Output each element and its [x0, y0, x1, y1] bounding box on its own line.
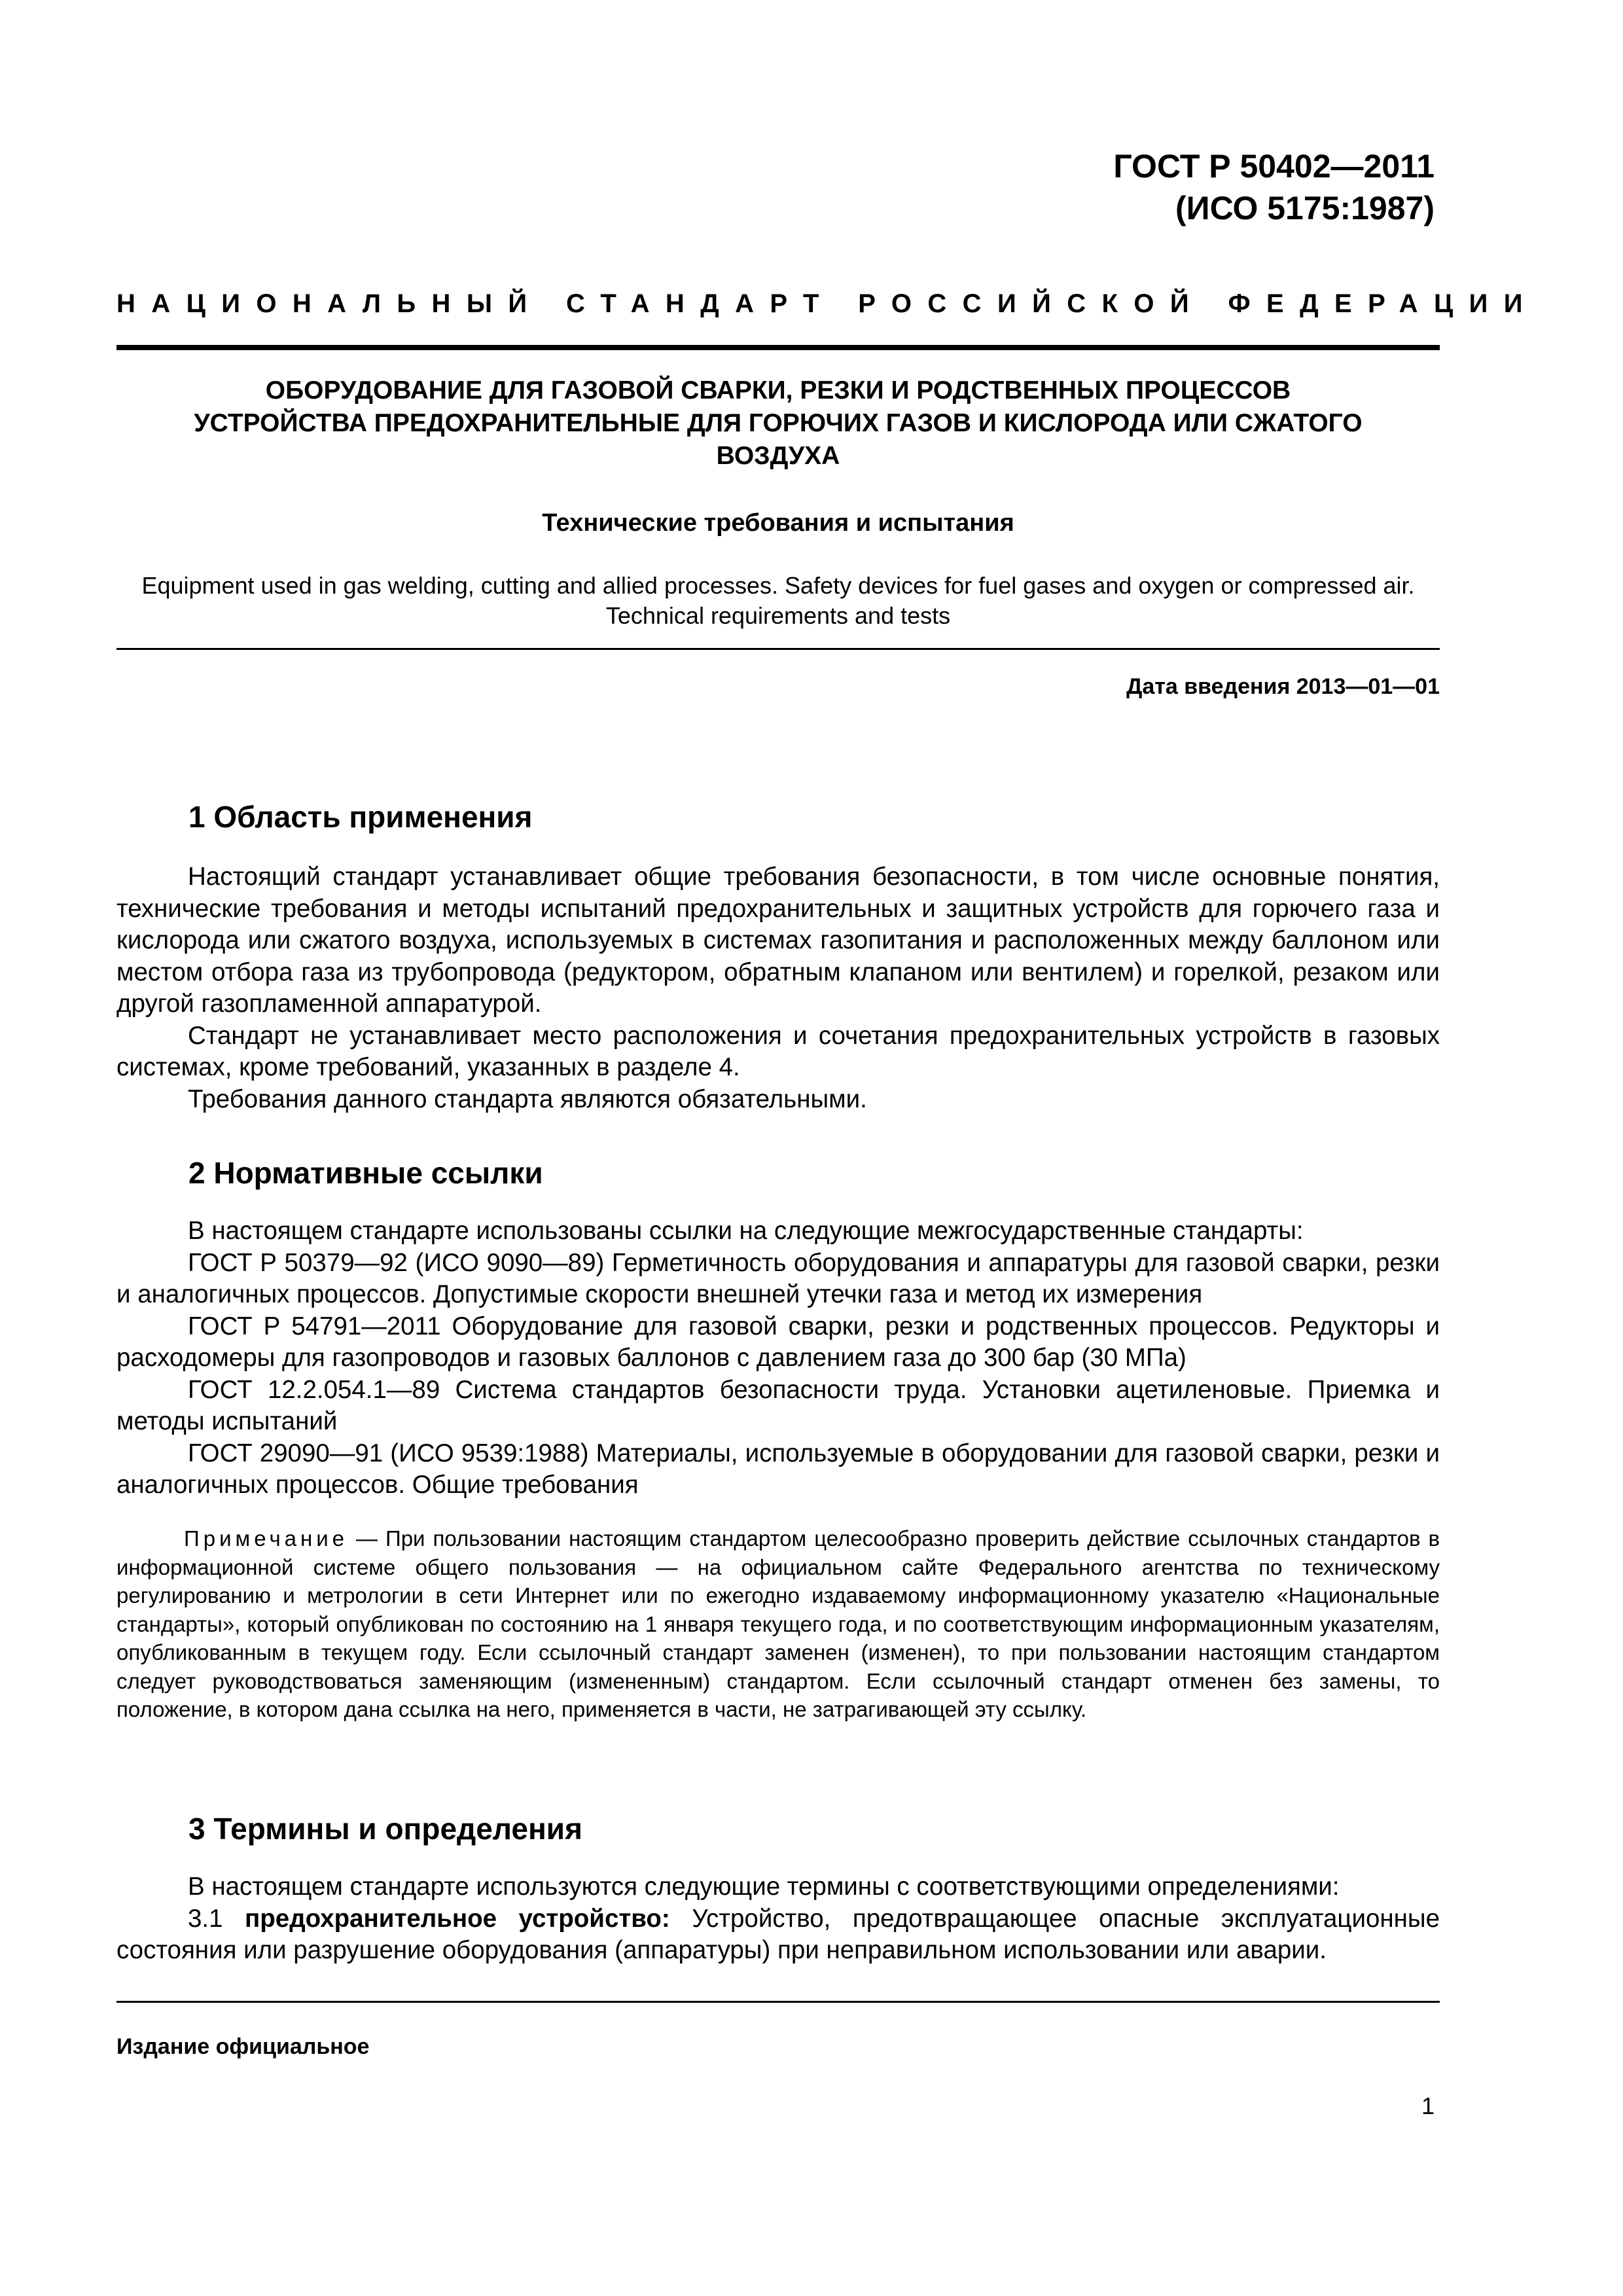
english-title [116, 571, 1440, 631]
section-1-paragraph-2: Стандарт не устанавливает место расположения и сочетания предохранительных устройств в газовых системах, кроме требований, указанных в разделе 4. [116, 1021, 1440, 1081]
term-definition: Устройство, предотвращающее опасные эксплуатационные состояния или разрушение оборудования (аппаратуры) при неправильном использовании или аварии. [116, 1904, 1440, 1964]
national-standard-banner: НАЦИОНАЛЬНЫЙ СТАНДАРТ РОССИЙСКОЙ ФЕДЕРАЦИИ [116, 289, 1539, 318]
section-1-paragraph-1: Настоящий стандарт устанавливает общие требования безопасности, в том числе основные понятия, технические требования и методы испытаний предохранительных и защитных устройств для горючего газа и кислорода или сжатого воздуха, используемых в системах газопитания и расположенных между баллоном или местом отбора газа из трубопровода (редуктором, обратным клапаном или вентилем) и горелкой, резаком или другой газопламенной аппаратурой. [116, 863, 1440, 1018]
section-3-heading: 3 Термины и определения [188, 1812, 582, 1846]
section-3-paragraph-1: В настоящем стандарте используются следующие термины с соответствующими определениями: [188, 1873, 1340, 1901]
term-3-1 [116, 1903, 1440, 1967]
gost-number: ГОСТ Р 50402—2011 [1113, 148, 1435, 185]
term-name: предохранительное устройство: [245, 1904, 670, 1933]
iso-number: (ИСО 5175:1987) [1175, 190, 1435, 226]
section-2-heading: 2 Нормативные ссылки [188, 1156, 543, 1190]
references-note [116, 1524, 1440, 1724]
section-1-heading: 1 Область применения [188, 800, 533, 834]
reference-gost-12-2-054-1: ГОСТ 12.2.054.1—89 Система стандартов безопасности труда. Установки ацетиленовые. Приемка и методы испытаний [116, 1375, 1440, 1435]
title-line-1: ОБОРУДОВАНИЕ ДЛЯ ГАЗОВОЙ СВАРКИ, РЕЗКИ И РОДСТВЕННЫХ ПРОЦЕССОВ [265, 376, 1291, 404]
section-2-paragraph-1: В настоящем стандарте использованы ссылки на следующие межгосударственные стандарты: [188, 1217, 1304, 1245]
introduction-date: Дата введения 2013—01—01 [1126, 674, 1440, 699]
page-number: 1 [1421, 2092, 1435, 2119]
footer-divider [116, 2001, 1440, 2003]
section-1-body [116, 861, 1440, 1115]
reference-gost-29090: ГОСТ 29090—91 (ИСО 9539:1988) Материалы, используемые в оборудовании для газовой сварки, резки и аналогичных процессов. Общие требования [116, 1439, 1440, 1499]
english-title-line-2: Technical requirements and tests [605, 602, 951, 629]
section-2-body [116, 1215, 1440, 1501]
title-line-2: УСТРОЙСТВА ПРЕДОХРАНИТЕЛЬНЫЕ ДЛЯ ГОРЮЧИХ ГАЗОВ И КИСЛОРОДА ИЛИ СЖАТОГО [194, 409, 1363, 437]
document-subtitle: Технические требования и испытания [542, 509, 1014, 537]
official-edition-label: Издание официальное [116, 2034, 370, 2059]
note-label: Примечание [184, 1526, 349, 1551]
term-number: 3.1 [188, 1904, 245, 1933]
reference-gost-50379: ГОСТ Р 50379—92 (ИСО 9090—89) Герметичность оборудования и аппаратуры для газовой сварки, резки и аналогичных процессов. Допустимые скорости внешней утечки газа и метод их измерения [116, 1248, 1440, 1308]
section-3-body [116, 1871, 1440, 1967]
title-line-3: ВОЗДУХА [716, 442, 840, 470]
standard-designation [1113, 145, 1435, 229]
english-title-line-1: Equipment used in gas welding, cutting and allied processes. Safety devices for fuel gases and oxygen or compressed air. [141, 572, 1415, 599]
reference-gost-54791: ГОСТ Р 54791—2011 Оборудование для газовой сварки, резки и родственных процессов. Редукторы и расходомеры для газопроводов и газовых баллонов с давлением газа до 300 бар (30 МПа) [116, 1312, 1440, 1372]
thick-divider [116, 345, 1440, 350]
document-title [116, 374, 1440, 473]
title-divider [116, 648, 1440, 650]
note-text: — При пользовании настоящим стандартом целесообразно проверить действие ссылочных стандартов в информационной системе общего пользования — на официальном сайте Федерального агентства по техническому регулированию и метрологии в сети Интернет или по ежегодно издаваемому информационному указателю «Национальные стандарты», который опубликован по состоянию на 1 января текущего года, и по соответствующим информационным указателям, опубликованным в текущем году. Если ссылочный стандарт заменен (изменен), то при пользовании настоящим стандартом следует руководствоваться заменяющим (измененным) стандартом. Если ссылочный стандарт отменен без замены, то положение, в котором дана ссылка на него, применяется в части, не затрагивающей эту ссылку. [116, 1526, 1440, 1721]
section-1-paragraph-3: Требования данного стандарта являются обязательными. [188, 1085, 867, 1113]
